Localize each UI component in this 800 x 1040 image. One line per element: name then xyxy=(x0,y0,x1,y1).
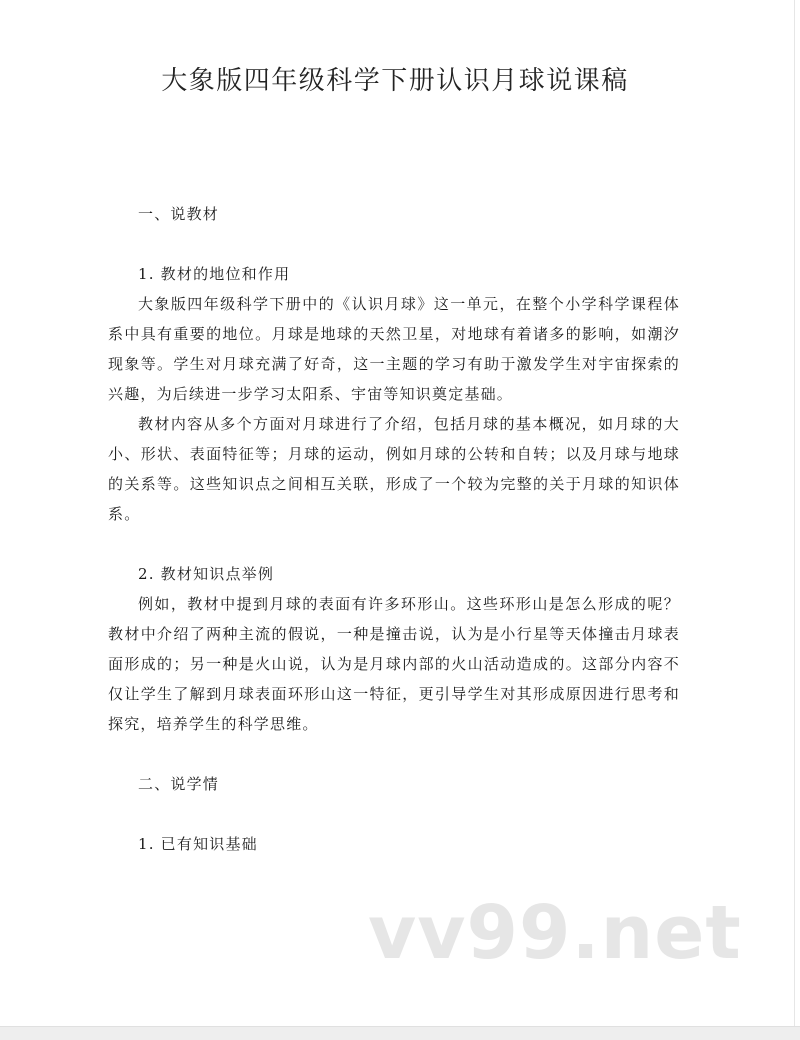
paragraph-1-1-b: 教材内容从多个方面对月球进行了介绍，包括月球的基本概况，如月球的大小、形状、表面特征等；月球的运动，例如月球的公转和自转；以及月球与地球的关系等。这些知识点之间相互关联，形成了一个较为完整的关于月球的知识体系。 xyxy=(108,415,680,523)
spacer xyxy=(108,229,680,259)
subsection-heading-1-1: 1. 教材的地位和作用 xyxy=(138,265,291,283)
section-heading-2: 二、说学情 xyxy=(138,775,220,793)
paragraph-1-1-a: 大象版四年级科学下册中的《认识月球》这一单元，在整个小学科学课程体系中具有重要的地位。月球是地球的天然卫星，对地球有着诸多的影响，如潮汐现象等。学生对月球充满了好奇，这一主题的学习有助于激发学生对宇宙探索的兴趣，为后续进一步学习太阳系、宇宙等知识奠定基础。 xyxy=(108,295,680,403)
spacer xyxy=(108,799,680,829)
document-title: 大象版四年级科学下册认识月球说课稿 xyxy=(161,66,629,96)
document-body xyxy=(108,199,680,859)
spacer xyxy=(108,739,680,769)
subsection-heading-1-2: 2. 教材知识点举例 xyxy=(138,565,275,583)
spacer xyxy=(108,529,680,559)
watermark-text: vv99.net xyxy=(368,890,742,976)
subsection-heading-2-1: 1. 已有知识基础 xyxy=(138,835,258,853)
section-heading-1: 一、说教材 xyxy=(138,205,220,223)
page-bottom-edge xyxy=(0,1026,800,1040)
paragraph-1-2-a: 例如，教材中提到月球的表面有许多环形山。这些环形山是怎么形成的呢？教材中介绍了两种主流的假说，一种是撞击说，认为是小行星等天体撞击月球表面形成的；另一种是火山说，认为是月球内部的火山活动造成的。这部分内容不仅让学生了解到月球表面环形山这一特征，更引导学生对其形成原因进行思考和探究，培养学生的科学思维。 xyxy=(108,595,680,733)
